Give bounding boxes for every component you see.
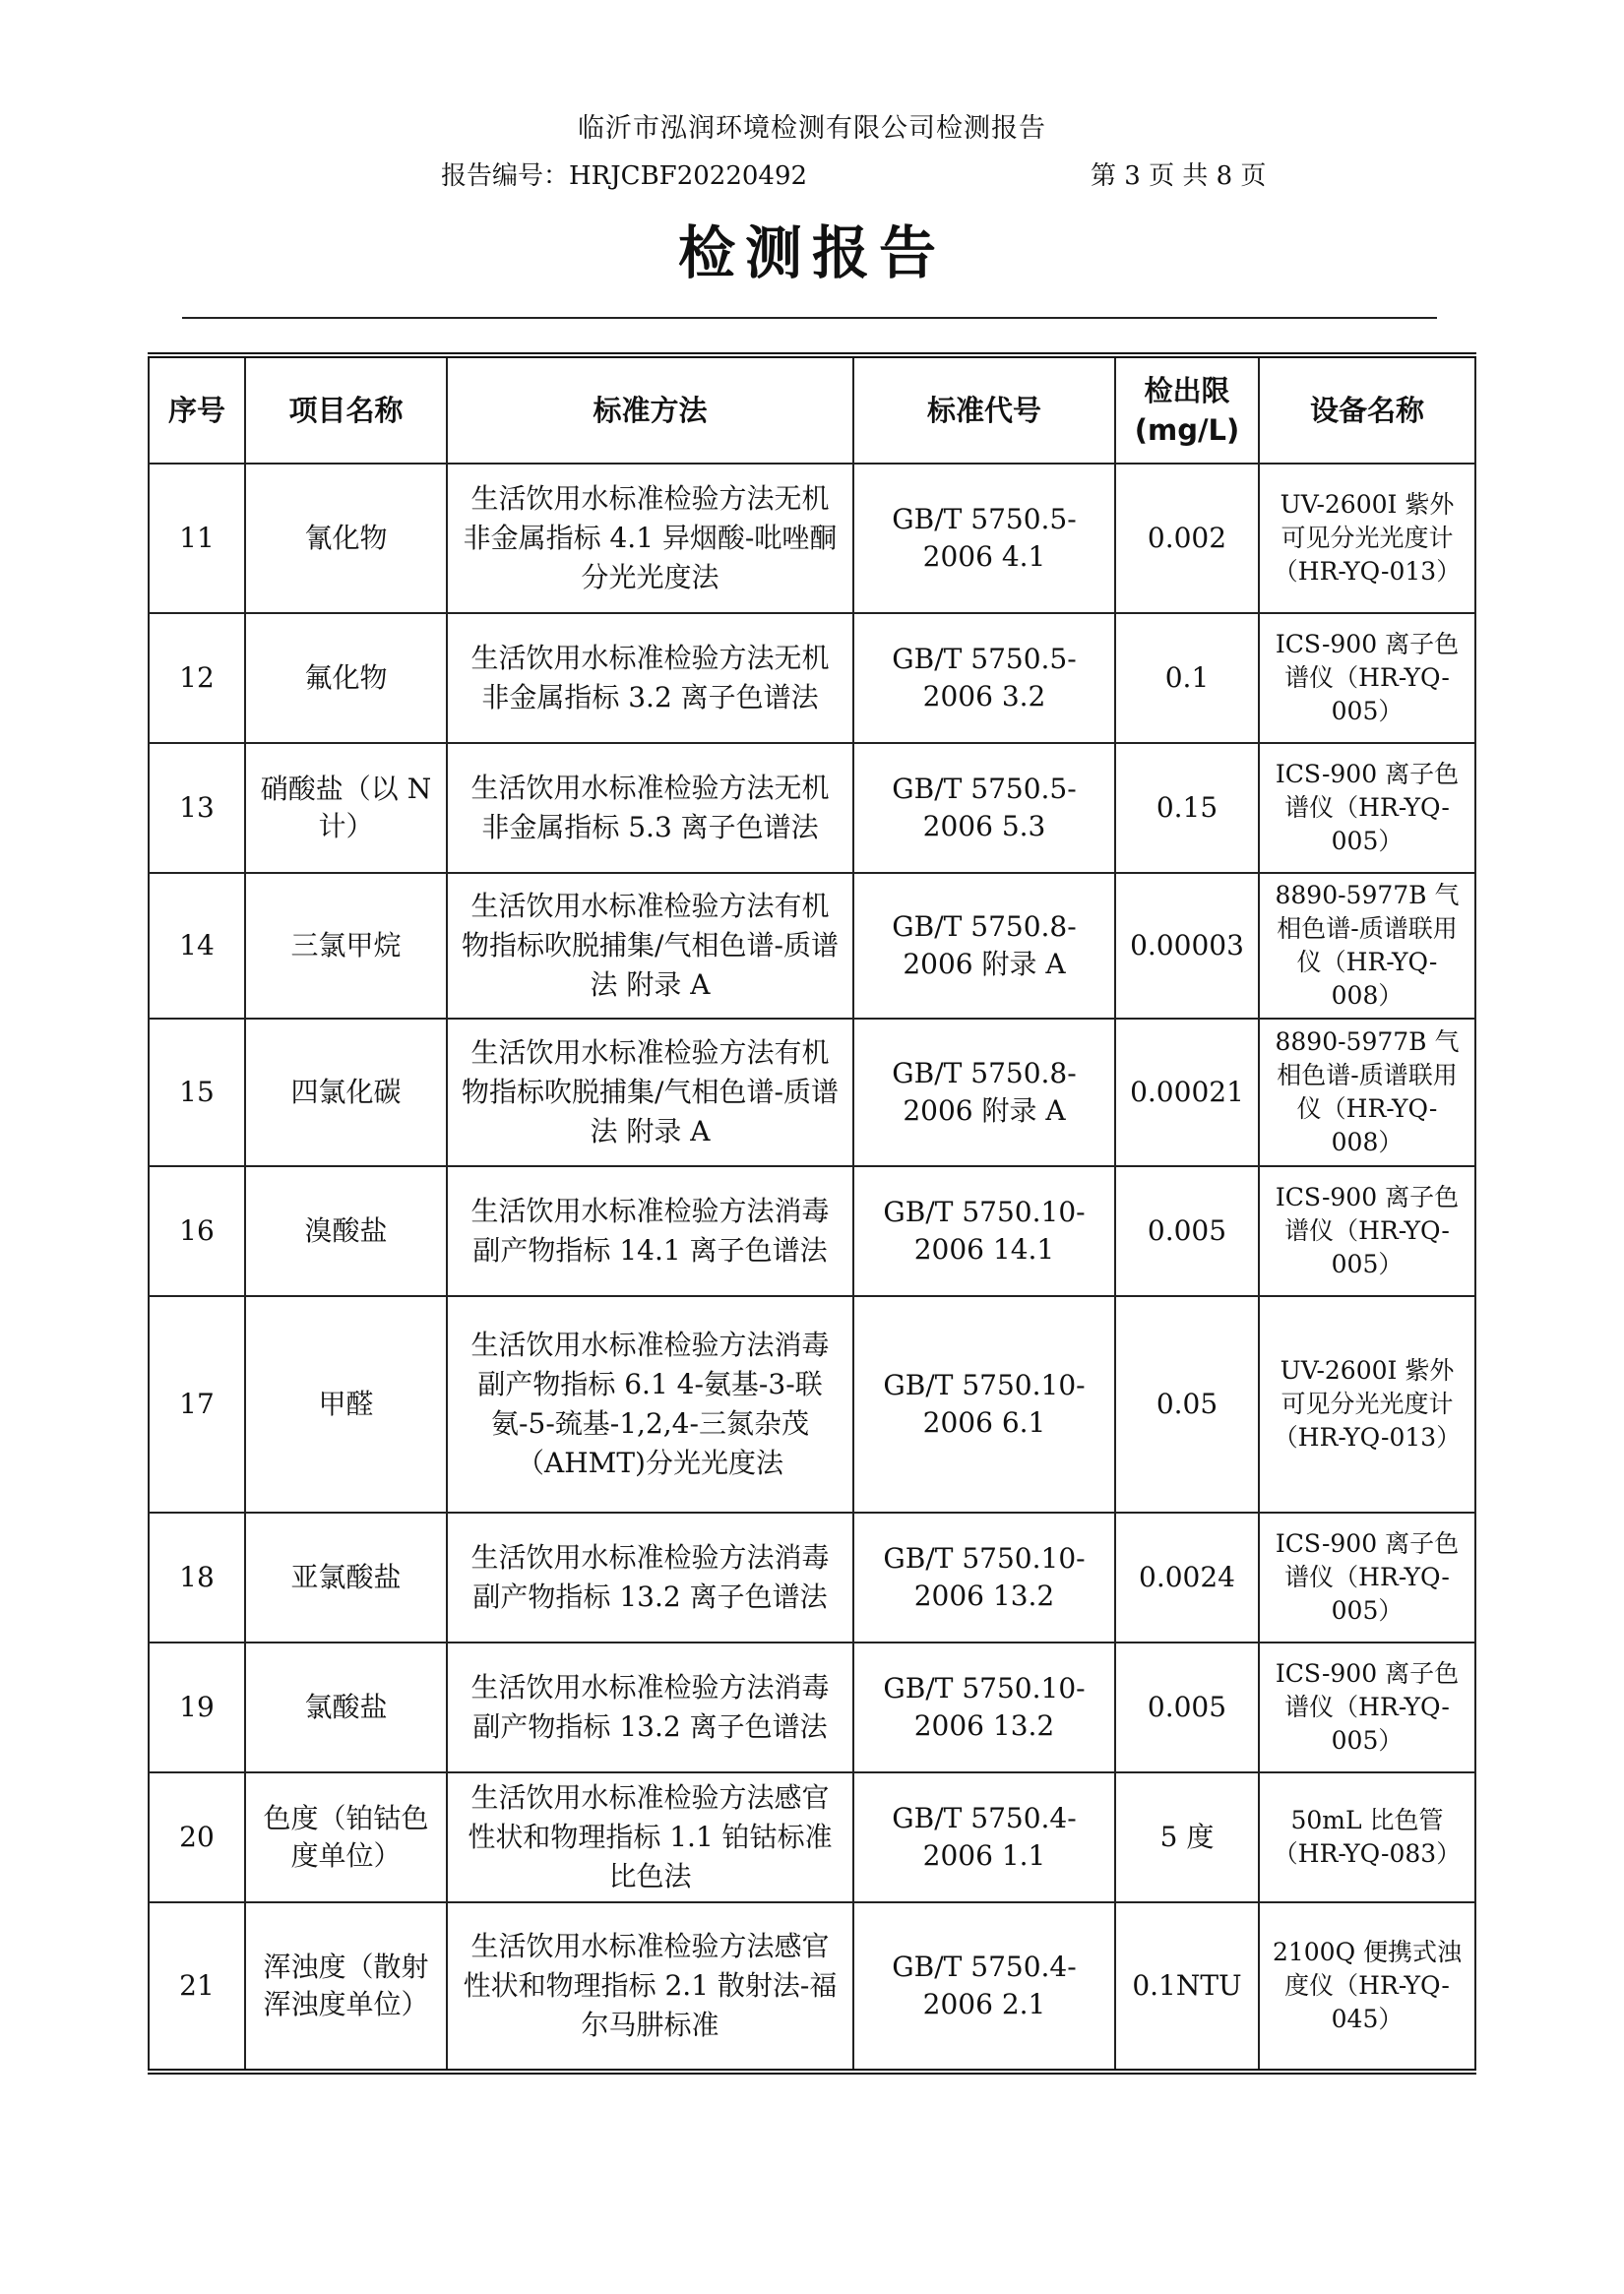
table-row	[149, 743, 1475, 873]
cell-equipment: ICS-900 离子色谱仪（HR-YQ-005）	[1259, 1166, 1475, 1296]
cell-item: 氯酸盐	[245, 1643, 447, 1772]
table-row	[149, 1643, 1475, 1772]
cell-limit: 0.00021	[1115, 1019, 1259, 1166]
cell-method: 生活饮用水标准检验方法消毒副产物指标 6.1 4-氨基-3-联氨-5-巯基-1,2,4-三氮杂茂（AHMT)分光光度法	[447, 1296, 853, 1513]
cell-equipment: 2100Q 便携式浊度仪（HR-YQ-045）	[1259, 1902, 1475, 2072]
table-row	[149, 1902, 1475, 2072]
cell-limit: 0.1NTU	[1115, 1902, 1259, 2072]
cell-method: 生活饮用水标准检验方法有机物指标吹脱捕集/气相色谱-质谱法 附录 A	[447, 873, 853, 1019]
page-indicator: 第 3 页 共 8 页	[1091, 161, 1267, 191]
cell-equipment: 50mL 比色管（HR-YQ-083）	[1259, 1772, 1475, 1902]
table-row	[149, 873, 1475, 1019]
cell-item: 氟化物	[245, 613, 447, 743]
cell-method: 生活饮用水标准检验方法消毒副产物指标 13.2 离子色谱法	[447, 1513, 853, 1643]
cell-method: 生活饮用水标准检验方法无机非金属指标 5.3 离子色谱法	[447, 743, 853, 873]
cell-item: 氰化物	[245, 464, 447, 613]
table-header-row	[149, 355, 1475, 464]
cell-equipment: ICS-900 离子色谱仪（HR-YQ-005）	[1259, 613, 1475, 743]
cell-no: 16	[149, 1166, 245, 1296]
cell-no: 19	[149, 1643, 245, 1772]
cell-item: 甲醛	[245, 1296, 447, 1513]
cell-method: 生活饮用水标准检验方法有机物指标吹脱捕集/气相色谱-质谱法 附录 A	[447, 1019, 853, 1166]
cell-code: GB/T 5750.8-2006 附录 A	[853, 873, 1115, 1019]
cell-code: GB/T 5750.10-2006 13.2	[853, 1513, 1115, 1643]
cell-no: 15	[149, 1019, 245, 1166]
title-divider	[182, 317, 1437, 319]
cell-item: 亚氯酸盐	[245, 1513, 447, 1643]
cell-limit: 0.0024	[1115, 1513, 1259, 1643]
cell-item: 三氯甲烷	[245, 873, 447, 1019]
cell-limit: 0.005	[1115, 1643, 1259, 1772]
cell-equipment: UV-2600I 紫外可见分光光度计（HR-YQ-013）	[1259, 1296, 1475, 1513]
cell-no: 14	[149, 873, 245, 1019]
cell-equipment: ICS-900 离子色谱仪（HR-YQ-005）	[1259, 1513, 1475, 1643]
table-row	[149, 1019, 1475, 1166]
cell-code: GB/T 5750.5-2006 3.2	[853, 613, 1115, 743]
cell-code: GB/T 5750.10-2006 13.2	[853, 1643, 1115, 1772]
cell-no: 11	[149, 464, 245, 613]
cell-limit: 0.05	[1115, 1296, 1259, 1513]
cell-limit: 0.1	[1115, 613, 1259, 743]
table-row	[149, 1772, 1475, 1902]
cell-code: GB/T 5750.8-2006 附录 A	[853, 1019, 1115, 1166]
table-row	[149, 1296, 1475, 1513]
cell-limit: 0.00003	[1115, 873, 1259, 1019]
cell-limit: 0.005	[1115, 1166, 1259, 1296]
cell-no: 17	[149, 1296, 245, 1513]
document-title: 检测报告	[677, 219, 946, 286]
table-row	[149, 1166, 1475, 1296]
cell-method: 生活饮用水标准检验方法消毒副产物指标 13.2 离子色谱法	[447, 1643, 853, 1772]
col-header-equipment: 设备名称	[1259, 355, 1475, 464]
cell-item: 四氯化碳	[245, 1019, 447, 1166]
results-table	[148, 352, 1476, 2075]
cell-item: 硝酸盐（以 N 计）	[245, 743, 447, 873]
cell-equipment: ICS-900 离子色谱仪（HR-YQ-005）	[1259, 743, 1475, 873]
cell-code: GB/T 5750.4-2006 1.1	[853, 1772, 1115, 1902]
cell-item: 色度（铂钴色度单位）	[245, 1772, 447, 1902]
col-header-no: 序号	[149, 355, 245, 464]
cell-equipment: UV-2600I 紫外可见分光光度计（HR-YQ-013）	[1259, 464, 1475, 613]
cell-equipment: 8890-5977B 气相色谱-质谱联用仪（HR-YQ-008）	[1259, 873, 1475, 1019]
cell-method: 生活饮用水标准检验方法消毒副产物指标 14.1 离子色谱法	[447, 1166, 853, 1296]
cell-method: 生活饮用水标准检验方法感官性状和物理指标 2.1 散射法-福尔马肼标准	[447, 1902, 853, 2072]
cell-method: 生活饮用水标准检验方法无机非金属指标 4.1 异烟酸-吡唑酮分光光度法	[447, 464, 853, 613]
table-row	[149, 1513, 1475, 1643]
report-number: 报告编号：HRJCBF20220492	[441, 161, 808, 191]
col-header-limit: 检出限 (mg/L)	[1115, 355, 1259, 464]
cell-no: 18	[149, 1513, 245, 1643]
cell-code: GB/T 5750.10-2006 6.1	[853, 1296, 1115, 1513]
cell-item: 浑浊度（散射浑浊度单位）	[245, 1902, 447, 2072]
col-header-code: 标准代号	[853, 355, 1115, 464]
cell-limit: 5 度	[1115, 1772, 1259, 1902]
cell-no: 13	[149, 743, 245, 873]
cell-method: 生活饮用水标准检验方法感官性状和物理指标 1.1 铂钴标准比色法	[447, 1772, 853, 1902]
col-header-method: 标准方法	[447, 355, 853, 464]
cell-limit: 0.15	[1115, 743, 1259, 873]
cell-no: 20	[149, 1772, 245, 1902]
company-report-title: 临沂市泓润环境检测有限公司检测报告	[578, 113, 1046, 144]
cell-method: 生活饮用水标准检验方法无机非金属指标 3.2 离子色谱法	[447, 613, 853, 743]
cell-item: 溴酸盐	[245, 1166, 447, 1296]
cell-no: 21	[149, 1902, 245, 2072]
cell-equipment: 8890-5977B 气相色谱-质谱联用仪（HR-YQ-008）	[1259, 1019, 1475, 1166]
cell-no: 12	[149, 613, 245, 743]
cell-equipment: ICS-900 离子色谱仪（HR-YQ-005）	[1259, 1643, 1475, 1772]
cell-code: GB/T 5750.5-2006 4.1	[853, 464, 1115, 613]
col-header-item: 项目名称	[245, 355, 447, 464]
cell-limit: 0.002	[1115, 464, 1259, 613]
cell-code: GB/T 5750.10-2006 14.1	[853, 1166, 1115, 1296]
table-row	[149, 464, 1475, 613]
cell-code: GB/T 5750.4-2006 2.1	[853, 1902, 1115, 2072]
table-row	[149, 613, 1475, 743]
cell-code: GB/T 5750.5-2006 5.3	[853, 743, 1115, 873]
